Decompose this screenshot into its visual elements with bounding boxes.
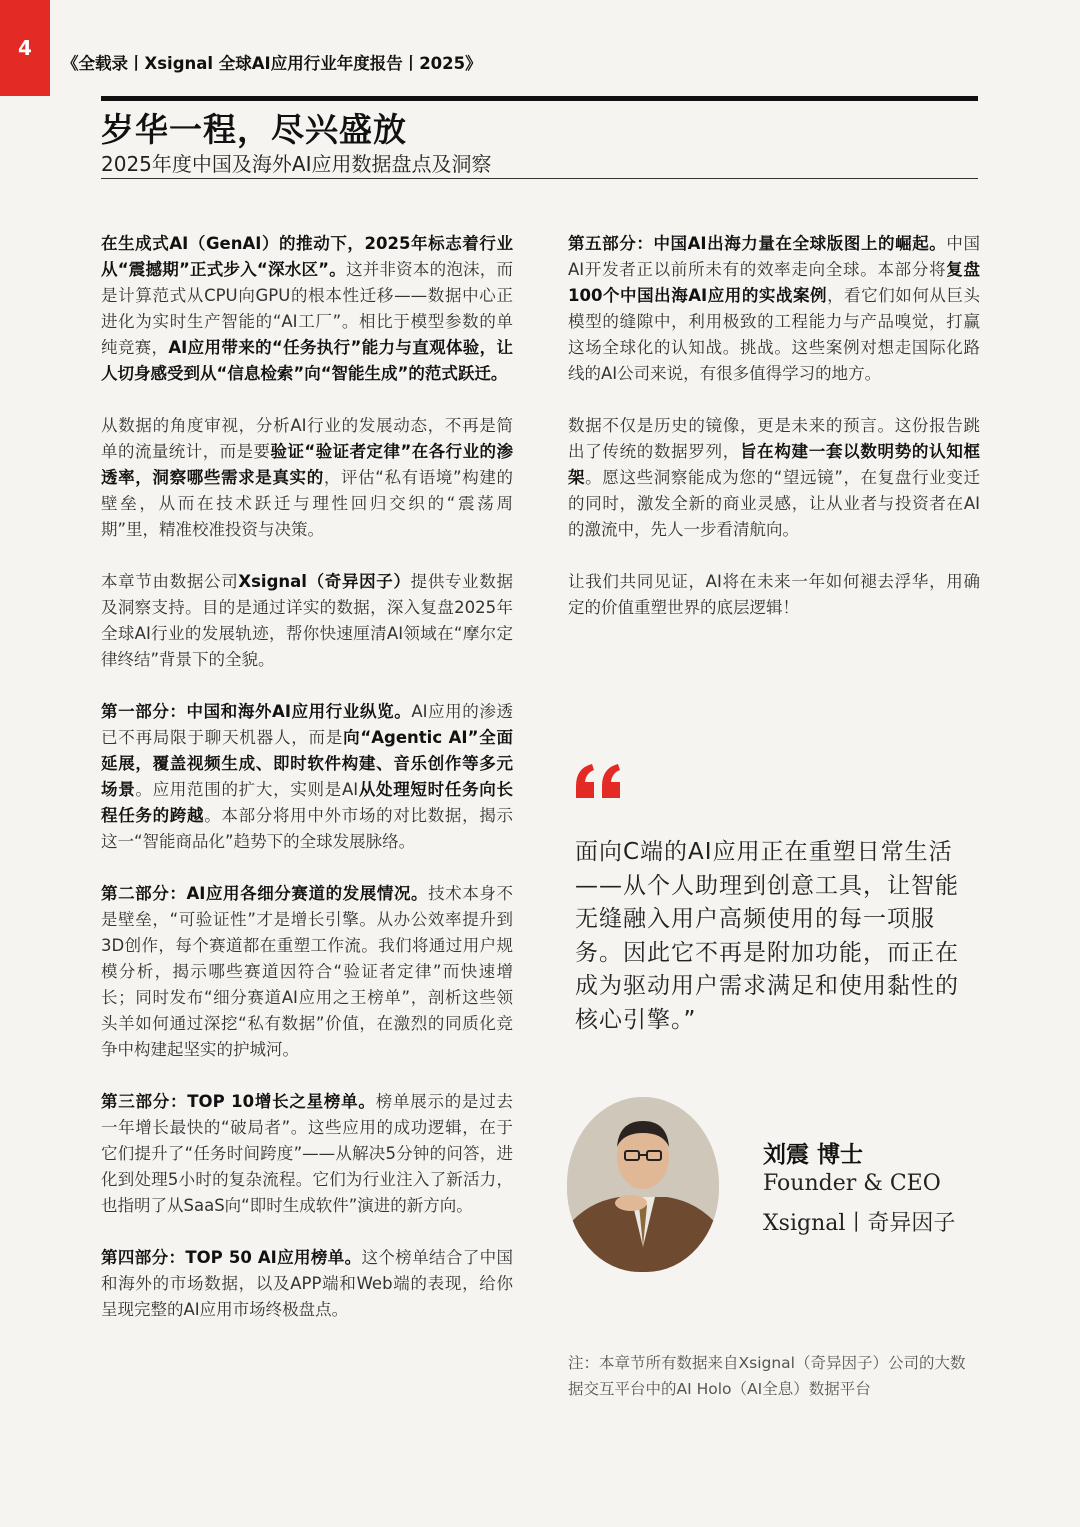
body-text: 从数据的角度审视，分析AI行业的发展动态，不再是简单的流量统计，而是要	[101, 416, 513, 461]
bold-text: 向“Agentic AI”全面延展，覆盖视频生成、即时软件构建、音乐创作等多元场景	[101, 728, 514, 799]
bold-text: 旨在构建一套以数明势的认知框架	[568, 442, 981, 487]
paragraph	[568, 569, 980, 621]
body-text: 中国AI开发者正以前所未有的效率走向全球。本部分将	[568, 234, 980, 279]
body-text: 数据不仅是历史的镜像，更是未来的预言。这份报告跳出了传统的数据罗列，	[568, 416, 980, 461]
top-divider	[101, 96, 978, 101]
paragraph	[568, 413, 980, 543]
body-text: 技术本身不是壁垒，“可验证性”才是增长引擎。从办公效率提升到3D创作，每个赛道都在重塑工作流。我们将通过用户规模分析，揭示哪些赛道因符合“验证者定律”而快速增长；同时发布“细分赛道AI应用之王榜单”，剖析这些领头羊如何通过深挖“私有数据”价值，在激烈的同质化竞争中构建起坚实的护城河。	[101, 884, 514, 1059]
author-role: Founder & CEO	[763, 1171, 941, 1196]
bold-text: 第一部分：中国和海外AI应用行业纵览。	[101, 702, 412, 721]
left-column	[101, 231, 513, 1349]
paragraph	[568, 231, 980, 387]
paragraph	[101, 231, 513, 387]
quote-mark-icon	[574, 760, 624, 810]
bold-text: Xsignal（奇异因子）	[238, 572, 411, 591]
footnote: 注：本章节所有数据来自Xsignal（奇异因子）公司的大数据交互平台中的AI Holo（AI全息）数据平台	[568, 1354, 966, 1398]
body-text: ，看它们如何从巨头模型的缝隙中，利用极致的工程能力与产品嗅觉，打赢这场全球化的认知战。挑战。这些案例对想走国际化路线的AI公司来说，有很多值得学习的地方。	[568, 286, 980, 383]
author-company: Xsignal丨奇异因子	[763, 1211, 956, 1236]
bold-text: AI应用带来的“任务执行”能力与直观体验，让人切身感受到从“信息检索”向“智能生成”的范式跃迁。	[101, 338, 513, 383]
body-text: 。应用范围的扩大，实则是AI	[135, 780, 359, 799]
author-photo	[567, 1097, 719, 1272]
paragraph	[101, 569, 513, 673]
bold-text: 第二部分：AI应用各细分赛道的发展情况。	[101, 884, 429, 903]
body-text: 提供专业数据及洞察支持。目的是通过详实的数据，深入复盘2025年全球AI行业的发展轨迹，帮你快速厘清AI领域在“摩尔定律终结”背景下的全貌。	[101, 572, 514, 669]
body-text: AI应用的渗透已不再局限于聊天机器人，而是	[101, 702, 513, 747]
body-text: 。愿这些洞察能成为您的“望远镜”，在复盘行业变迁的同时，激发全新的商业灵感，让从业者与投资者在AI的激流中，先人一步看清航向。	[568, 468, 981, 539]
page-title: 岁华一程，尽兴盛放	[101, 110, 407, 149]
title-divider	[101, 178, 978, 179]
body-text: ，评估“私有语境”构建的壁垒，从而在技术跃迁与理性回归交织的“震荡周期”里，精准校准投资与决策。	[101, 468, 513, 539]
bold-text: 在生成式AI（GenAI）的推动下，2025年标志着行业从“震撼期”正式步入“深水区”。	[101, 234, 513, 279]
author-name: 刘震 博士	[763, 1141, 864, 1168]
paragraph	[101, 881, 513, 1063]
body-text: 让我们共同见证，AI将在未来一年如何褪去浮华，用确定的价值重塑世界的底层逻辑！	[568, 572, 980, 617]
right-column	[568, 231, 980, 647]
paragraph	[101, 699, 513, 855]
body-text: 本章节由数据公司	[101, 572, 239, 591]
body-text: 榜单展示的是过去一年增长最快的“破局者”。这些应用的成功逻辑，在于它们提升了“任务时间跨度”——从解决5分钟的问答，进化到处理5小时的复杂流程。它们为行业注入了新活力，也指明了从SaaS向“即时生成软件”演进的新方向。	[101, 1092, 513, 1215]
bold-text: 验证“验证者定律”在各行业的渗透率，洞察哪些需求是真实的	[101, 442, 513, 487]
bold-text: 第四部分：TOP 50 AI应用榜单。	[101, 1248, 362, 1267]
page-number: 4	[0, 0, 50, 96]
body-text: 这个榜单结合了中国和海外的市场数据，以及APP端和Web端的表现，给你呈现完整的AI应用市场终极盘点。	[101, 1248, 514, 1319]
bold-text: 第五部分：中国AI出海力量在全球版图上的崛起。	[568, 234, 947, 253]
report-title: 《全载录丨Xsignal 全球AI应用行业年度报告丨2025》	[62, 54, 482, 73]
paragraph	[101, 413, 513, 543]
paragraph	[101, 1245, 513, 1323]
bold-text: 复盘100个中国出海AI应用的实战案例	[568, 260, 981, 305]
pull-quote: 面向C端的AI应用正在重塑日常生活——从个人助理到创意工具，让智能无缝融入用户高频使用的每一项服务。因此它不再是附加功能，而正在成为驱动用户需求满足和使用黏性的核心引擎。”	[575, 839, 959, 1033]
body-text: 这并非资本的泡沫，而是计算范式从CPU向GPU的根本性迁移——数据中心正进化为实时生产智能的“AI工厂”。相比于模型参数的单纯竞赛，	[101, 260, 513, 357]
bold-text: 第三部分：TOP 10增长之星榜单。	[101, 1092, 376, 1111]
body-text: 。本部分将用中外市场的对比数据，揭示这一“智能商品化”趋势下的全球发展脉络。	[101, 806, 514, 851]
paragraph	[101, 1089, 513, 1219]
bold-text: 从处理短时任务向长程任务的跨越	[101, 780, 514, 825]
page-subtitle: 2025年度中国及海外AI应用数据盘点及洞察	[101, 152, 492, 176]
